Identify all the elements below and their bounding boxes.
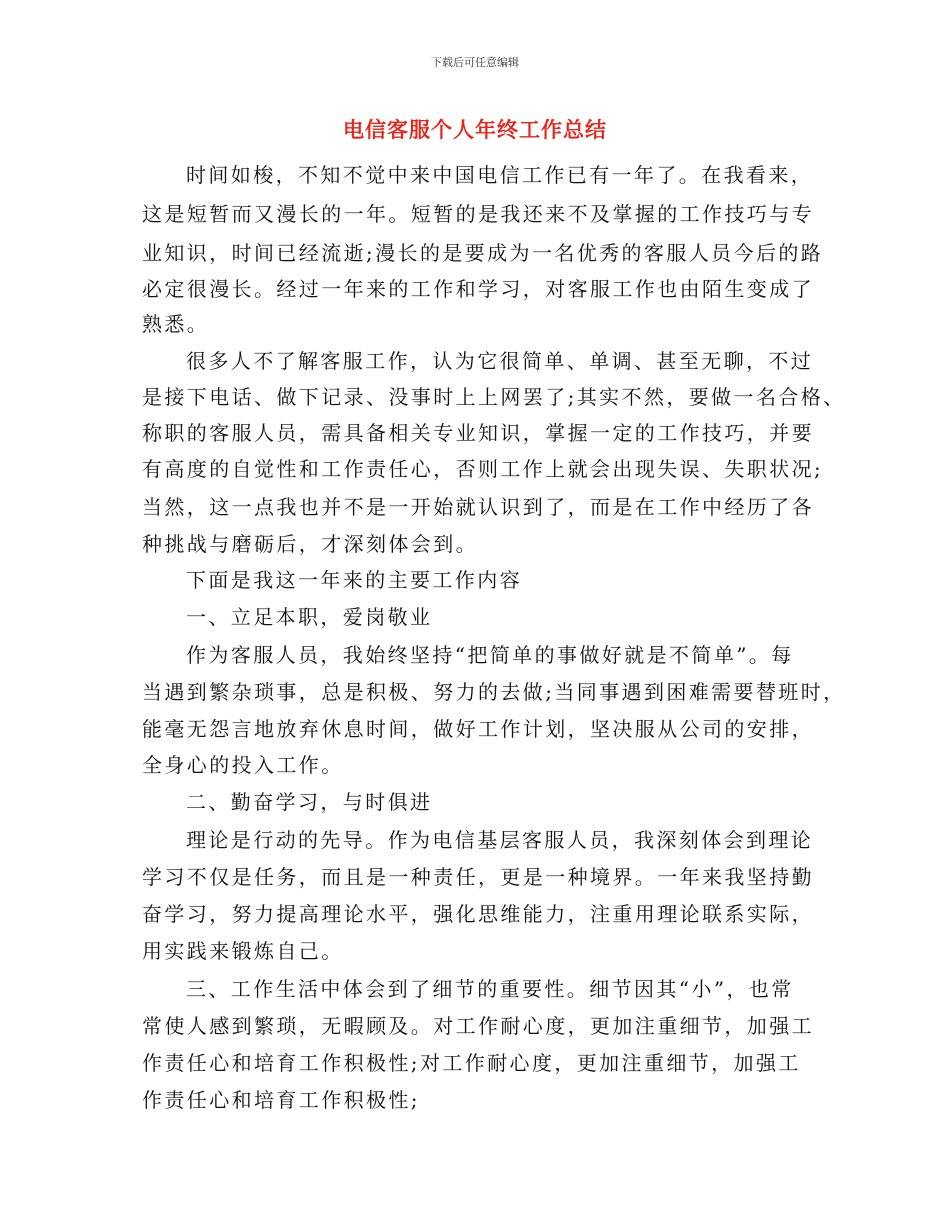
body-line: 三、工作生活中体会到了细节的重要性。细节因其“小”，也常 — [186, 977, 794, 1001]
document-title: 电信客服个人年终工作总结 — [343, 118, 607, 142]
body-line: 很多人不了解客服工作，认为它很简单、单调、甚至无聊，不过 — [186, 349, 814, 373]
body-line: 一、立足本职，爱岗敬业 — [186, 605, 433, 629]
body-line: 称职的客服人员，需具备相关专业知识，掌握一定的工作技巧，并要 — [142, 421, 814, 445]
body-line: 二、勤奋学习，与时俱进 — [186, 790, 433, 814]
body-line: 奋学习，努力提高理论水平，强化思维能力，注重用理论联系实际， — [142, 902, 814, 926]
body-line: 当遇到繁杂琐事，总是积极、努力的去做;当同事遇到困难需要替班时， — [142, 680, 846, 704]
body-line: 熟悉。 — [142, 312, 210, 336]
body-line: 理论是行动的先导。作为电信基层客服人员，我深刻体会到理论 — [186, 828, 814, 852]
body-line: 作责任心和培育工作积极性;对工作耐心度，更加注重细节，加强工 — [142, 1051, 801, 1075]
body-line: 用实践来锻炼自己。 — [142, 939, 344, 963]
body-line: 有高度的自觉性和工作责任心，否则工作上就会出现失误、失职状况; — [142, 457, 824, 481]
body-line: 下面是我这一年来的主要工作内容 — [186, 568, 522, 592]
body-line: 种挑战与磨砺后，才深刻体会到。 — [142, 532, 478, 556]
body-line: 作责任心和培育工作积极性; — [142, 1088, 420, 1112]
body-line: 这是短暂而又漫长的一年。短暂的是我还来不及掌握的工作技巧与专 — [142, 202, 814, 226]
body-line: 全身心的投入工作。 — [142, 753, 344, 777]
body-line: 作为客服人员，我始终坚持“把简单的事做好就是不简单”。每 — [186, 643, 794, 667]
page-header-note: 下载后可任意编辑 — [431, 56, 519, 69]
body-line: 能毫无怨言地放弃休息时间，做好工作计划，坚决服从公司的安排， — [142, 717, 814, 741]
body-line: 必定很漫长。经过一年来的工作和学习，对客服工作也由陌生变成了 — [142, 277, 814, 301]
body-line: 当然，这一点我也并不是一开始就认识到了，而是在工作中经历了各 — [142, 495, 814, 519]
body-line: 学习不仅是任务，而且是一种责任，更是一种境界。一年来我坚持勤 — [142, 865, 814, 889]
body-line: 常使人感到繁琐，无暇顾及。对工作耐心度，更加注重细节，加强工 — [142, 1014, 814, 1038]
body-line: 业知识，时间已经流逝;漫长的是要成为一名优秀的客服人员今后的路 — [142, 241, 824, 265]
body-line: 是接下电话、做下记录、没事时上上网罢了;其实不然，要做一名合格、 — [142, 385, 846, 409]
body-line: 时间如梭，不知不觉中来中国电信工作已有一年了。在我看来， — [186, 163, 814, 187]
